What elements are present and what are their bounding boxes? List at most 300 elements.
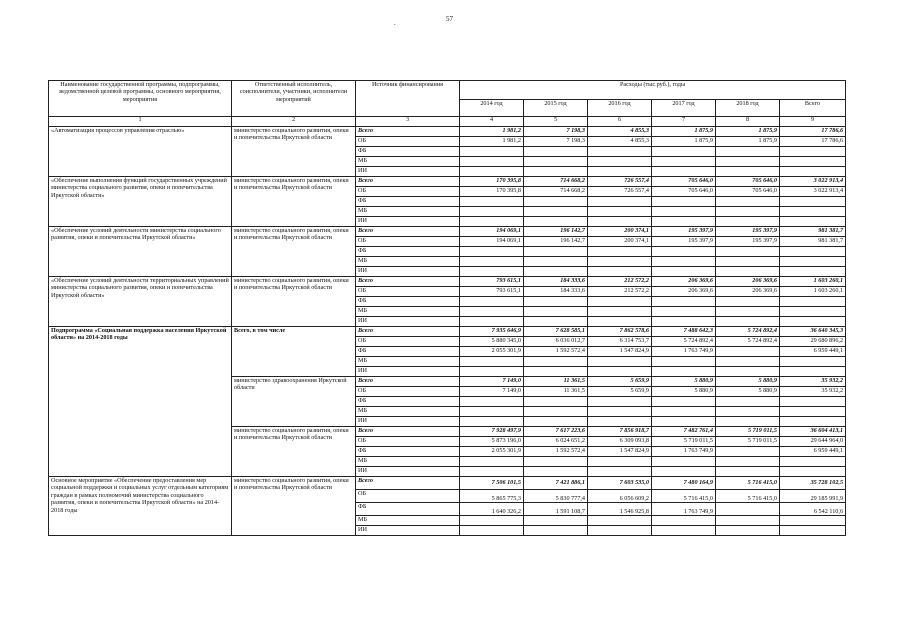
amount-cell	[716, 257, 780, 267]
measure-name: Подпрограмма «Социальная поддержка населения Иркутской области» на 2014-2018 годы	[49, 327, 232, 477]
measure-name: «Обеспечение условий деятельности министерства социального развития, опеки и попечительства Иркутской области»	[49, 227, 232, 277]
amount-cell: 206 369,6	[652, 287, 716, 297]
amount-cell: 184 333,6	[524, 277, 588, 287]
amount-cell	[652, 297, 716, 307]
amount-cell	[588, 357, 652, 367]
funding-source: МБ	[356, 157, 460, 167]
amount-cell	[460, 317, 524, 327]
amount-cell	[524, 467, 588, 477]
funding-source: ИИ	[356, 217, 460, 227]
amount-cell	[460, 397, 524, 407]
amount-cell	[780, 267, 846, 277]
amount-cell	[460, 357, 524, 367]
amount-cell: 35 728 102,5	[780, 477, 846, 490]
amount-cell	[524, 267, 588, 277]
amount-cell	[588, 526, 652, 536]
amount-cell	[780, 407, 846, 417]
amount-cell	[716, 317, 780, 327]
amount-cell	[716, 197, 780, 207]
amount-cell: 29 680 896,2	[780, 337, 846, 347]
amount-cell: 3 022 913,4	[780, 187, 846, 197]
amount-cell: 726 557,4	[588, 177, 652, 187]
amount-cell: 184 333,6	[524, 287, 588, 297]
amount-cell: 1 981,2	[460, 127, 524, 137]
amount-cell: 206 369,6	[716, 287, 780, 297]
amount-cell: 7 935 646,9	[460, 327, 524, 337]
funding-source: ФБ	[356, 197, 460, 207]
amount-cell: 5 830 777,4	[524, 490, 588, 503]
amount-cell: 5 724 892,4	[716, 337, 780, 347]
amount-cell	[652, 417, 716, 427]
amount-cell: 5 719 011,5	[716, 437, 780, 447]
table-row	[49, 327, 846, 337]
amount-cell	[716, 357, 780, 367]
amount-cell	[460, 297, 524, 307]
amount-cell: 705 646,0	[716, 177, 780, 187]
amount-cell	[780, 357, 846, 367]
amount-cell: 7 488 642,3	[652, 327, 716, 337]
amount-cell: 4 855,3	[588, 127, 652, 137]
header-year: 2018 год	[716, 100, 780, 117]
amount-cell: 5 865 775,3	[460, 490, 524, 503]
amount-cell	[652, 247, 716, 257]
amount-cell: 1 640 326,2	[460, 503, 524, 516]
amount-cell	[460, 257, 524, 267]
amount-cell: 1 592 572,4	[524, 347, 588, 357]
funding-source: Всего	[356, 427, 460, 437]
funding-source: МБ	[356, 457, 460, 467]
funding-source: Всего	[356, 327, 460, 337]
amount-cell	[716, 217, 780, 227]
amount-cell	[588, 147, 652, 157]
amount-cell	[652, 207, 716, 217]
amount-cell	[524, 407, 588, 417]
amount-cell: 714 668,2	[524, 177, 588, 187]
amount-cell	[460, 407, 524, 417]
amount-cell	[652, 157, 716, 167]
amount-cell	[460, 217, 524, 227]
amount-cell: 5 880,9	[716, 387, 780, 397]
executor-name: министерство социального развития, опеки и попечительства Иркутской области	[232, 477, 356, 536]
amount-cell	[588, 467, 652, 477]
amount-cell: 195 397,9	[652, 227, 716, 237]
amount-cell	[780, 397, 846, 407]
amount-cell: 5 716 415,0	[652, 490, 716, 503]
amount-cell	[716, 526, 780, 536]
amount-cell	[588, 197, 652, 207]
amount-cell	[780, 516, 846, 526]
column-number: 8	[716, 117, 780, 127]
funding-source: ИИ	[356, 417, 460, 427]
amount-cell	[780, 457, 846, 467]
amount-cell	[652, 217, 716, 227]
table-row	[49, 227, 846, 237]
amount-cell: 5 719 011,5	[716, 427, 780, 437]
amount-cell: 714 668,2	[524, 187, 588, 197]
amount-cell	[588, 257, 652, 267]
amount-cell	[652, 167, 716, 177]
amount-cell	[780, 367, 846, 377]
amount-cell	[460, 147, 524, 157]
amount-cell	[716, 367, 780, 377]
amount-cell	[716, 157, 780, 167]
amount-cell: 705 646,0	[652, 187, 716, 197]
table-row	[49, 177, 846, 187]
funding-source: ОБ	[356, 237, 460, 247]
amount-cell	[652, 467, 716, 477]
amount-cell	[524, 207, 588, 217]
amount-cell	[652, 516, 716, 526]
amount-cell	[524, 457, 588, 467]
amount-cell: 5 880,9	[716, 377, 780, 387]
amount-cell: 194 069,1	[460, 237, 524, 247]
table-row	[49, 277, 846, 287]
funding-source: ОБ	[356, 187, 460, 197]
amount-cell	[460, 197, 524, 207]
funding-source: МБ	[356, 516, 460, 526]
amount-cell: 6 056 609,2	[588, 490, 652, 503]
amount-cell: 7 506 101,5	[460, 477, 524, 490]
amount-cell	[716, 297, 780, 307]
funding-source: МБ	[356, 357, 460, 367]
amount-cell	[524, 257, 588, 267]
amount-cell: 195 397,9	[716, 227, 780, 237]
amount-cell	[588, 397, 652, 407]
amount-cell	[460, 307, 524, 317]
amount-cell: 3 022 913,4	[780, 177, 846, 187]
amount-cell	[716, 457, 780, 467]
amount-cell: 11 361,5	[524, 377, 588, 387]
amount-cell	[780, 157, 846, 167]
amount-cell: 6 542 110,6	[780, 503, 846, 516]
amount-cell	[652, 357, 716, 367]
amount-cell: 1 591 108,7	[524, 503, 588, 516]
amount-cell	[524, 526, 588, 536]
amount-cell: 2 055 301,9	[460, 347, 524, 357]
header-year: 2016 год	[588, 100, 652, 117]
amount-cell: 1 875,9	[652, 127, 716, 137]
amount-cell	[780, 257, 846, 267]
amount-cell: 36 604 413,1	[780, 427, 846, 437]
column-number: 1	[49, 117, 232, 127]
amount-cell	[460, 526, 524, 536]
amount-cell: 1 547 824,9	[588, 347, 652, 357]
header-executor: Ответственный исполнитель, соисполнители, участники, исполнители мероприятий	[232, 81, 356, 117]
amount-cell	[524, 147, 588, 157]
amount-cell: 6 036 012,7	[524, 337, 588, 347]
table-row	[49, 477, 846, 490]
amount-cell	[524, 217, 588, 227]
amount-cell	[780, 167, 846, 177]
amount-cell	[780, 417, 846, 427]
amount-cell: 7 149,0	[460, 387, 524, 397]
funding-source: ИИ	[356, 526, 460, 536]
amount-cell	[588, 417, 652, 427]
amount-cell: 170 395,8	[460, 187, 524, 197]
amount-cell	[524, 247, 588, 257]
amount-cell	[716, 447, 780, 457]
amount-cell	[588, 207, 652, 217]
funding-source: ФБ	[356, 347, 460, 357]
amount-cell: 5 659,9	[588, 377, 652, 387]
amount-cell: 170 395,8	[460, 177, 524, 187]
amount-cell	[780, 526, 846, 536]
amount-cell	[652, 307, 716, 317]
amount-cell	[524, 317, 588, 327]
amount-cell	[652, 367, 716, 377]
funding-source: ФБ	[356, 297, 460, 307]
amount-cell	[652, 197, 716, 207]
header-expenses: Расходы (тыс.руб.), годы	[460, 81, 846, 100]
header-row-numbers	[49, 117, 846, 127]
amount-cell	[460, 367, 524, 377]
amount-cell	[588, 407, 652, 417]
expenses-table	[48, 80, 846, 536]
amount-cell	[716, 307, 780, 317]
amount-cell	[588, 167, 652, 177]
amount-cell: 1 875,9	[716, 127, 780, 137]
funding-source: МБ	[356, 407, 460, 417]
funding-source: ФБ	[356, 147, 460, 157]
amount-cell	[524, 357, 588, 367]
column-number: 6	[588, 117, 652, 127]
amount-cell	[716, 167, 780, 177]
amount-cell	[460, 516, 524, 526]
amount-cell: 200 374,1	[588, 237, 652, 247]
column-number: 7	[652, 117, 716, 127]
measure-name: «Обеспечение выполнения функций государственных учреждений министерства социального развития, опеки и попечительства Иркутской области»	[49, 177, 232, 227]
executor-name: министерство здравоохранения Иркутской области	[232, 377, 356, 427]
amount-cell: 5 880 345,0	[460, 337, 524, 347]
amount-cell: 5 724 892,4	[652, 337, 716, 347]
column-number: 9	[780, 117, 846, 127]
amount-cell	[460, 267, 524, 277]
amount-cell: 5 659,9	[588, 387, 652, 397]
amount-cell: 5 724 892,4	[716, 327, 780, 337]
header-year: 2015 год	[524, 100, 588, 117]
funding-source: ИИ	[356, 167, 460, 177]
amount-cell	[716, 267, 780, 277]
amount-cell: 29 185 991,9	[780, 490, 846, 503]
funding-source: Всего	[356, 177, 460, 187]
column-number: 5	[524, 117, 588, 127]
amount-cell	[652, 257, 716, 267]
amount-cell	[524, 297, 588, 307]
amount-cell: 200 374,1	[588, 227, 652, 237]
column-number: 2	[232, 117, 356, 127]
amount-cell: 7 617 223,6	[524, 427, 588, 437]
amount-cell: 1 546 925,8	[588, 503, 652, 516]
funding-source: МБ	[356, 307, 460, 317]
executor-name: министерство социального развития, опеки и попечительства Иркутской области	[232, 177, 356, 227]
amount-cell: 705 646,0	[716, 187, 780, 197]
funding-source: Всего	[356, 377, 460, 387]
amount-cell: 7 149,0	[460, 377, 524, 387]
amount-cell: 793 615,1	[460, 287, 524, 297]
amount-cell: 206 369,6	[652, 277, 716, 287]
amount-cell	[716, 417, 780, 427]
amount-cell	[588, 516, 652, 526]
amount-cell: 196 142,7	[524, 227, 588, 237]
header-source: Источник финансирования	[356, 81, 460, 117]
amount-cell	[652, 407, 716, 417]
funding-source: ОБ	[356, 287, 460, 297]
amount-cell: 2 055 301,9	[460, 447, 524, 457]
amount-cell	[588, 267, 652, 277]
amount-cell	[460, 457, 524, 467]
amount-cell: 7 603 535,0	[588, 477, 652, 490]
amount-cell: 1 603 260,1	[780, 277, 846, 287]
amount-cell: 981 381,7	[780, 237, 846, 247]
amount-cell	[524, 157, 588, 167]
amount-cell	[780, 317, 846, 327]
amount-cell	[460, 157, 524, 167]
amount-cell: 7 628 585,1	[524, 327, 588, 337]
amount-cell	[716, 207, 780, 217]
amount-cell: 981 381,7	[780, 227, 846, 237]
amount-cell	[716, 503, 780, 516]
funding-source: Всего	[356, 227, 460, 237]
amount-cell: 7 198,3	[524, 137, 588, 147]
amount-cell	[780, 207, 846, 217]
amount-cell	[588, 217, 652, 227]
funding-source: ИИ	[356, 367, 460, 377]
amount-cell: 5 873 196,0	[460, 437, 524, 447]
amount-cell	[588, 307, 652, 317]
header-year: 2014 год	[460, 100, 524, 117]
amount-cell	[780, 197, 846, 207]
amount-cell	[780, 247, 846, 257]
funding-source: ФБ	[356, 397, 460, 407]
executor-name: Всего, в том числе	[232, 327, 356, 377]
funding-source: ОБ	[356, 337, 460, 347]
amount-cell: 1 547 824,9	[588, 447, 652, 457]
amount-cell: 7 198,3	[524, 127, 588, 137]
amount-cell	[588, 367, 652, 377]
amount-cell: 7 482 761,4	[652, 427, 716, 437]
amount-cell	[716, 407, 780, 417]
amount-cell: 1 875,9	[652, 137, 716, 147]
measure-name: «Обеспечение условий деятельности территориальных управлений министерства социального развития, опеки и попечительства Иркутской области»	[49, 277, 232, 327]
amount-cell: 705 646,0	[652, 177, 716, 187]
amount-cell	[460, 167, 524, 177]
amount-cell: 793 615,1	[460, 277, 524, 287]
amount-cell: 206 369,6	[716, 277, 780, 287]
amount-cell: 194 069,1	[460, 227, 524, 237]
header-year: 2017 год	[652, 100, 716, 117]
amount-cell	[716, 397, 780, 407]
amount-cell: 6 959 449,1	[780, 447, 846, 457]
funding-source: ФБ	[356, 247, 460, 257]
amount-cell: 1 981,2	[460, 137, 524, 147]
page-dot: .	[394, 19, 396, 27]
amount-cell	[524, 307, 588, 317]
amount-cell: 1 763 749,9	[652, 447, 716, 457]
amount-cell	[524, 197, 588, 207]
amount-cell	[588, 297, 652, 307]
funding-source: ИИ	[356, 267, 460, 277]
amount-cell: 1 592 572,4	[524, 447, 588, 457]
amount-cell	[652, 457, 716, 467]
amount-cell: 212 572,2	[588, 277, 652, 287]
amount-cell: 6 959 449,1	[780, 347, 846, 357]
amount-cell: 196 142,7	[524, 237, 588, 247]
funding-source: МБ	[356, 257, 460, 267]
amount-cell: 35 932,2	[780, 377, 846, 387]
amount-cell: 6 314 753,7	[588, 337, 652, 347]
amount-cell	[588, 247, 652, 257]
amount-cell: 1 603 260,1	[780, 287, 846, 297]
amount-cell: 212 572,2	[588, 287, 652, 297]
amount-cell	[588, 457, 652, 467]
funding-source: Всего	[356, 127, 460, 137]
amount-cell	[460, 207, 524, 217]
amount-cell	[780, 297, 846, 307]
amount-cell: 17 786,6	[780, 127, 846, 137]
amount-cell	[716, 147, 780, 157]
amount-cell: 195 397,9	[652, 237, 716, 247]
header-row-top	[49, 81, 846, 100]
funding-source: ОБ	[356, 387, 460, 397]
measure-name: Основное мероприятие «Обеспечение предоставления мер социальной поддержки и социальных услуг отдельным категориям граждан в рамках полномочий министерства социального развития, опеки и попечительства Иркутской области» на 2014-2018 годы	[49, 477, 232, 536]
amount-cell	[524, 516, 588, 526]
amount-cell: 36 640 345,3	[780, 327, 846, 337]
amount-cell	[652, 397, 716, 407]
amount-cell	[524, 167, 588, 177]
amount-cell	[780, 467, 846, 477]
amount-cell: 5 880,9	[652, 377, 716, 387]
amount-cell	[716, 516, 780, 526]
column-number: 3	[356, 117, 460, 127]
amount-cell	[588, 157, 652, 167]
executor-name: министерство социального развития, опеки и попечительства Иркутской области	[232, 277, 356, 327]
amount-cell: 195 397,9	[716, 237, 780, 247]
amount-cell: 5 719 011,5	[652, 437, 716, 447]
amount-cell	[716, 247, 780, 257]
amount-cell	[652, 267, 716, 277]
funding-source: МБ	[356, 207, 460, 217]
funding-source: ОБ	[356, 437, 460, 447]
amount-cell	[652, 317, 716, 327]
amount-cell	[460, 467, 524, 477]
executor-name: министерство социального развития, опеки и попечительства Иркутской области	[232, 427, 356, 477]
amount-cell	[588, 317, 652, 327]
amount-cell	[524, 397, 588, 407]
amount-cell: 29 644 964,0	[780, 437, 846, 447]
measure-name: «Автоматизация процессов управления отраслью»	[49, 127, 232, 177]
amount-cell: 5 716 415,0	[716, 477, 780, 490]
funding-source: Всего	[356, 477, 460, 490]
amount-cell	[780, 217, 846, 227]
funding-source: ИИ	[356, 467, 460, 477]
amount-cell: 1 875,9	[716, 137, 780, 147]
amount-cell	[780, 147, 846, 157]
amount-cell: 6 309 093,8	[588, 437, 652, 447]
header-name: Наименование государственной программы, подпрограммы, ведомственной целевой программы, основного мероприятия, мероприятия	[49, 81, 232, 117]
amount-cell: 7 480 164,9	[652, 477, 716, 490]
amount-cell	[716, 467, 780, 477]
amount-cell: 5 716 415,0	[716, 490, 780, 503]
amount-cell: 11 361,5	[524, 387, 588, 397]
amount-cell: 1 763 749,9	[652, 503, 716, 516]
amount-cell	[524, 367, 588, 377]
header-year: Всего	[780, 100, 846, 117]
amount-cell: 7 421 886,1	[524, 477, 588, 490]
table-row	[49, 127, 846, 137]
funding-source: ФБ	[356, 503, 460, 516]
amount-cell: 6 024 651,2	[524, 437, 588, 447]
page-number: 57	[446, 15, 453, 23]
